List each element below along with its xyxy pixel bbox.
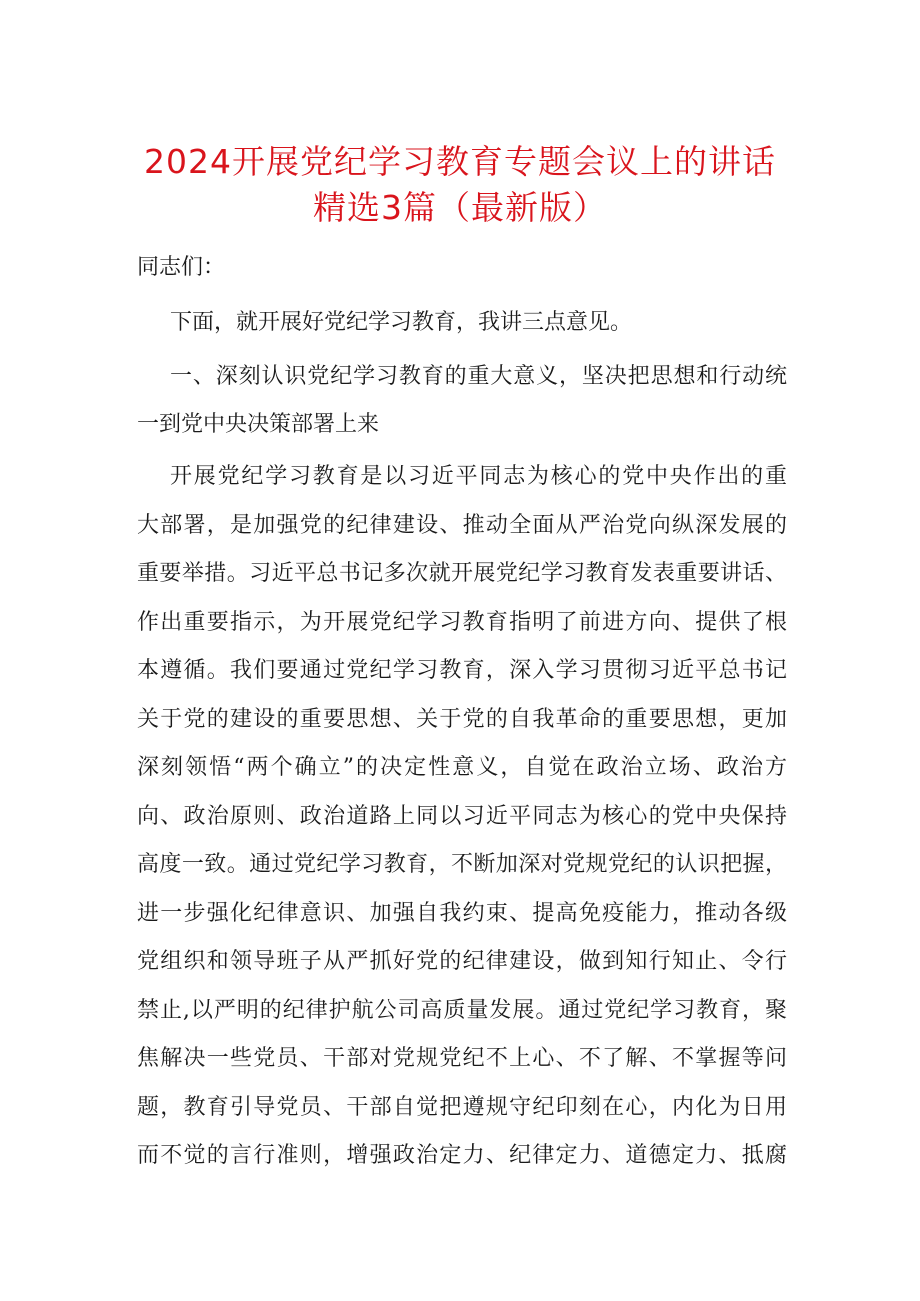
paragraph-line: 作出重要指示，为开展党纪学习教育指明了前进方向、提供了根 [137, 610, 787, 635]
section-heading-line-1: 一、深刻认识党纪学习教育的重大意义，坚决把思想和行动统 [170, 364, 787, 389]
paragraph-line: 焦解决一些党员、干部对党规党纪不上心、不了解、不掌握等问 [137, 1046, 787, 1071]
paragraph-line: 关于党的建设的重要思想、关于党的自我革命的重要思想，更加 [137, 707, 787, 732]
salutation: 同志们： [137, 255, 226, 280]
paragraph-line: 向、政治原则、政治道路上同以习近平同志为核心的党中央保持 [137, 804, 787, 829]
paragraph-line: 大部署，是加强党的纪律建设、推动全面从严治党向纵深发展的 [137, 513, 787, 538]
paragraph-line: 党组织和领导班子从严抓好党的纪律建设，做到知行知止、令行 [137, 949, 787, 974]
paragraph-line: 本遵循。我们要通过党纪学习教育，深入学习贯彻习近平总书记 [137, 658, 787, 683]
paragraph-line: 高度一致。通过党纪学习教育，不断加深对党规党纪的认识把握， [137, 852, 787, 877]
paragraph-line: 进一步强化纪律意识、加强自我约束、提高免疫能力，推动各级 [137, 901, 787, 926]
paragraph-line: 深刻领悟“两个确立”的决定性意义，自觉在政治立场、政治方 [137, 755, 787, 780]
section-heading-line-2: 一到党中央决策部署上来 [137, 412, 380, 437]
paragraph-line: 重要举措。习近平总书记多次就开展党纪学习教育发表重要讲话、 [137, 561, 787, 586]
paragraph-line: 而不觉的言行准则，增强政治定力、纪律定力、道德定力、抵腐 [137, 1143, 787, 1168]
paragraph-line: 题，教育引导党员、干部自觉把遵规守纪印刻在心，内化为日用 [137, 1095, 787, 1120]
paragraph-line: 开展党纪学习教育是以习近平同志为核心的党中央作出的重 [170, 464, 787, 489]
intro-paragraph: 下面，就开展好党纪学习教育，我讲三点意见。 [170, 310, 633, 335]
paragraph-line: 禁止,以严明的纪律护航公司高质量发展。通过党纪学习教育，聚 [137, 998, 787, 1023]
document-title-line-2: 精选3篇（最新版） [313, 188, 607, 227]
document-title-line-1: 2024开展党纪学习教育专题会议上的讲话 [144, 142, 776, 181]
